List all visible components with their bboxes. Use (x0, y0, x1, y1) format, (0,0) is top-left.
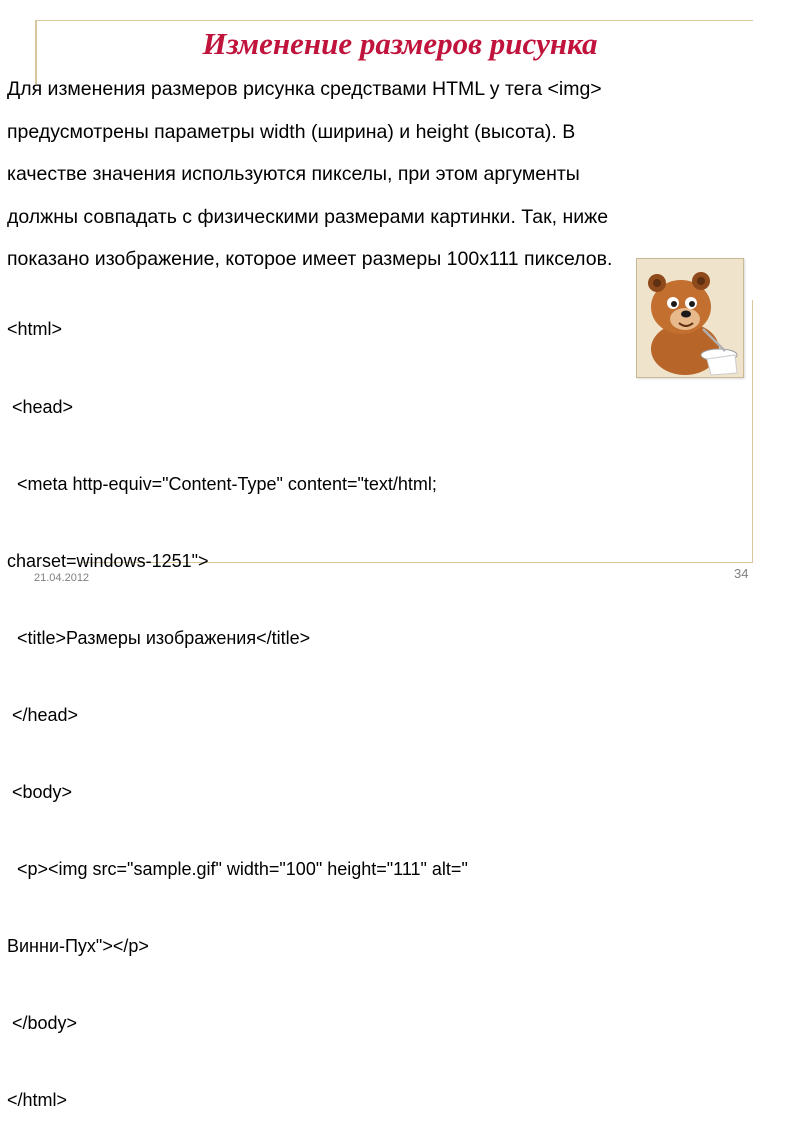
code-line: <p><img src="sample.gif" width="100" height="111" alt=" (7, 859, 468, 880)
code-line: charset=windows-1251"> (7, 550, 209, 571)
paragraph-line: Для изменения размеров рисунка средствами HTML у тега <img> (7, 78, 602, 100)
winnie-the-pooh-icon (637, 259, 743, 377)
code-line: <title>Размеры изображения</title> (7, 627, 311, 648)
paragraph-line: должны совпадать с физическими размерами картинки. Так, ниже (7, 205, 609, 228)
code-line: <head> (7, 396, 74, 417)
decor-top-line (35, 20, 753, 21)
code-line: Винни-Пух"></p> (7, 936, 149, 957)
decor-right-line (752, 300, 753, 562)
code-line: </head> (7, 704, 79, 725)
slide-title: Изменение размеров рисунка (202, 26, 598, 61)
paragraph-line: показано изображение, которое имеет размеры 100x111 пикселов. (7, 248, 613, 270)
code-line: <html> (7, 319, 63, 340)
code-line: <body> (7, 781, 73, 802)
footer-date: 21.04.2012 (34, 572, 90, 584)
page-number: 34 (734, 566, 749, 581)
paragraph-line: качестве значения используются пикселы, при этом аргументы (7, 163, 580, 185)
html-code-example (7, 266, 627, 1140)
code-line: </body> (7, 1013, 78, 1034)
winnie-the-pooh-illustration (636, 258, 744, 378)
body-paragraph (7, 68, 797, 281)
paragraph-line: предусмотрены параметры width (ширина) и height (высота). В (7, 120, 576, 143)
code-line: <meta http-equiv="Content-Type" content="text/html; (7, 473, 437, 494)
code-line: </html> (7, 1090, 68, 1111)
